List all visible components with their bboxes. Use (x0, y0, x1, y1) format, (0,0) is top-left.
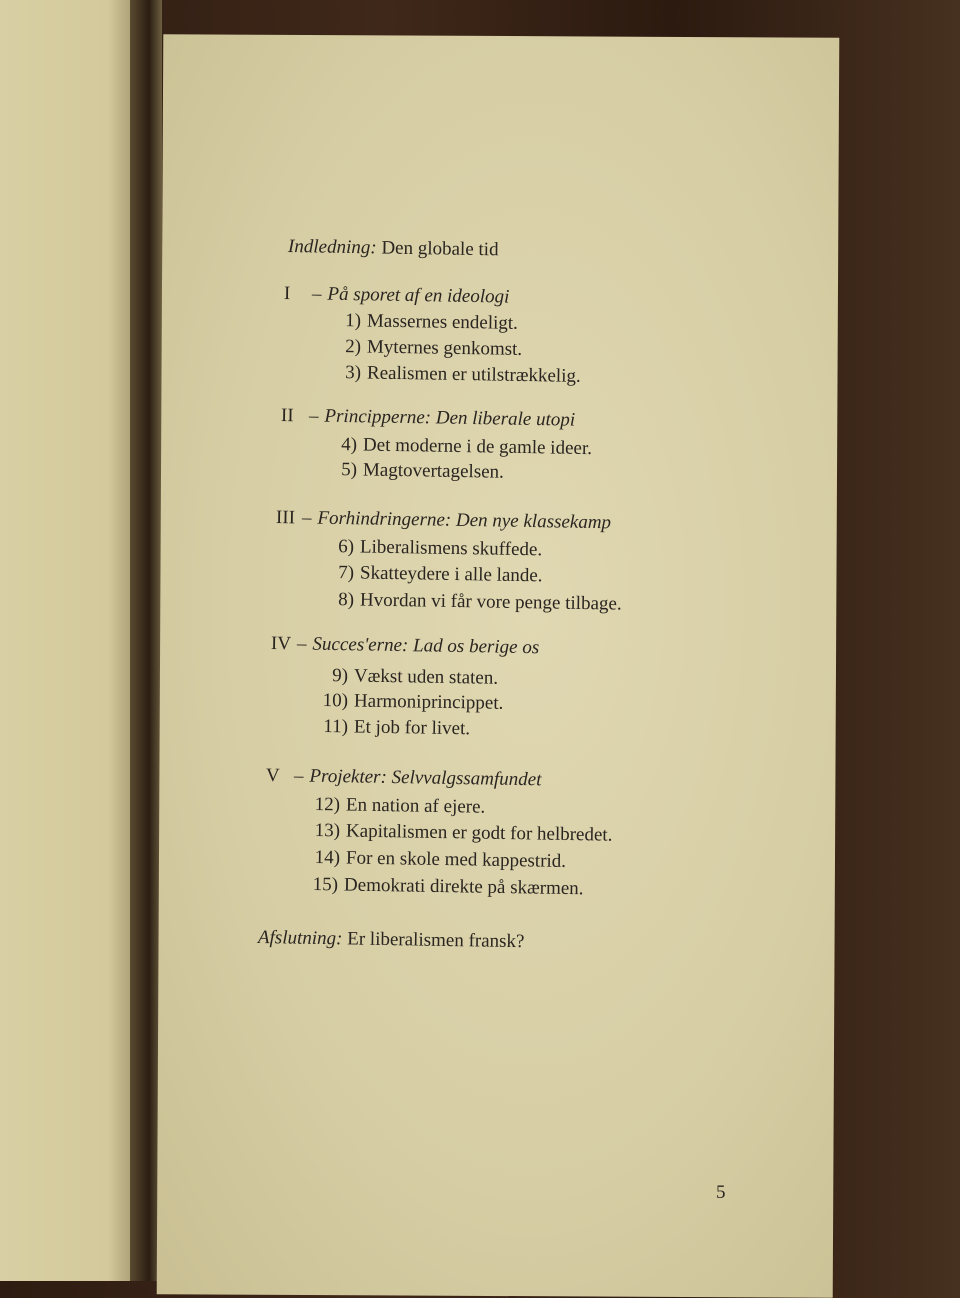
toc-item (322, 716, 470, 740)
left-page-edge (0, 0, 135, 1281)
part-title: Forhindringerne: Den nye klassekamp (317, 507, 612, 534)
toc-item (335, 362, 581, 388)
item-number: 8) (338, 589, 355, 611)
item-number: 3) (345, 362, 362, 384)
toc-intro (288, 236, 499, 261)
item-number: 12) (314, 794, 341, 816)
part-title: På sporet af en ideologi (327, 283, 510, 308)
toc-item (335, 310, 518, 335)
toc-part-heading (284, 283, 510, 309)
toc-part-heading (271, 633, 540, 659)
toc-item (322, 690, 504, 715)
item-number: 6) (338, 536, 355, 558)
item-number: 9) (332, 665, 349, 687)
toc-item (331, 459, 504, 484)
toc-item (335, 336, 522, 361)
part-dash: – (311, 283, 322, 305)
item-text: For en skole med kappestrid. (345, 847, 567, 872)
toc-conclusion (258, 927, 525, 953)
part-numeral: III (275, 507, 296, 529)
item-text: Myternes genkomst. (366, 336, 523, 360)
toc-item (322, 665, 498, 690)
toc-item (314, 820, 613, 847)
item-number: 13) (314, 820, 341, 842)
toc-part-heading (281, 405, 575, 432)
item-number: 5) (341, 459, 358, 481)
part-numeral: I (283, 283, 291, 305)
item-number: 7) (338, 562, 355, 584)
part-numeral: V (265, 765, 280, 787)
part-numeral: IV (270, 633, 292, 655)
item-number: 15) (312, 874, 339, 896)
item-number: 14) (314, 847, 341, 869)
toc-item (314, 847, 566, 873)
item-text: Hvordan vi får vore penge tilbage. (359, 589, 622, 615)
item-text: Massernes endeligt. (366, 310, 519, 334)
conclusion-title: Er liberalismen fransk? (347, 928, 525, 953)
item-text: Realismen er utilstrækkelig. (366, 362, 581, 387)
item-text: Et job for livet. (353, 716, 471, 740)
part-title: Principperne: Den liberale utopi (324, 405, 576, 431)
item-number: 1) (345, 310, 362, 332)
part-dash: – (308, 405, 319, 427)
item-text: Demokrati direkte på skærmen. (343, 874, 584, 900)
item-number: 11) (323, 716, 349, 738)
toc-item (314, 794, 486, 819)
item-text: Liberalismens skuffede. (359, 536, 543, 561)
item-text: En nation af ejere. (345, 794, 486, 818)
intro-label: Indledning: (287, 236, 377, 259)
toc-item (328, 536, 543, 561)
item-text: Det moderne i de gamle ideer. (362, 434, 593, 460)
part-dash: – (296, 633, 307, 655)
toc-item (328, 589, 622, 616)
page-number: 5 (716, 1182, 726, 1203)
item-text: Harmoniprincippet. (353, 690, 504, 714)
part-numeral: II (280, 405, 294, 427)
part-title: Succes'erne: Lad os berige os (312, 633, 540, 659)
intro-title: Den globale tid (381, 237, 499, 261)
part-dash: – (293, 765, 304, 787)
toc-item (331, 434, 592, 460)
item-number: 2) (345, 336, 362, 358)
toc-item (328, 562, 543, 587)
part-title: Projekter: Selvvalgssamfundet (309, 765, 542, 791)
item-text: Kapitalismen er godt for helbredet. (345, 820, 613, 846)
toc-part-heading (266, 765, 542, 791)
conclusion-label: Afslutning: (257, 927, 343, 950)
toc-item (312, 874, 584, 900)
part-dash: – (301, 507, 312, 529)
item-number: 10) (322, 690, 349, 712)
book-page (157, 34, 840, 1298)
item-number: 4) (341, 434, 358, 456)
item-text: Vækst uden staten. (353, 665, 499, 689)
item-text: Magtovertagelsen. (362, 459, 505, 483)
item-text: Skatteydere i alle lande. (359, 562, 543, 587)
